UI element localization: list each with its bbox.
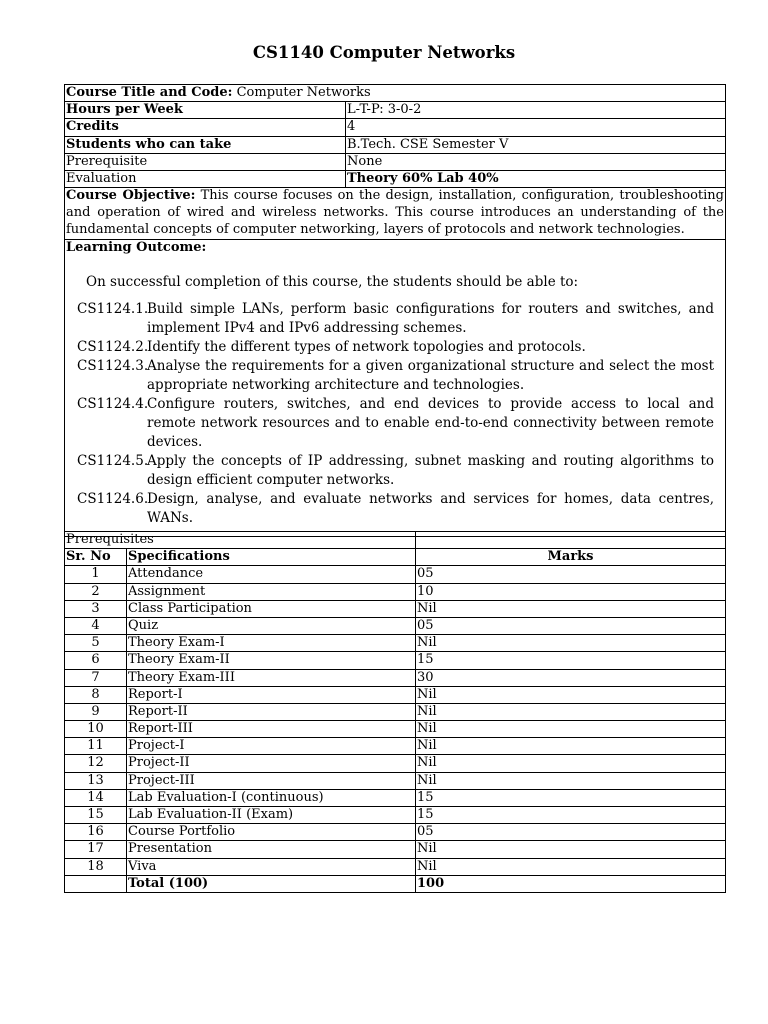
spec-cell: Quiz — [127, 617, 416, 634]
marks-cell: 05 — [416, 617, 726, 634]
spec-cell: Lab Evaluation-II (Exam) — [127, 807, 416, 824]
outcome-code: CS1124.6. — [77, 491, 149, 508]
sr-cell: 8 — [65, 686, 127, 703]
spec-cell: Project-III — [127, 772, 416, 789]
hours-value: L-T-P: 3-0-2 — [346, 102, 726, 119]
sr-cell: 11 — [65, 738, 127, 755]
spec-cell: Project-I — [127, 738, 416, 755]
outcome-text: Configure routers, switches, and end devices to provide access to local and remote network resources and to enable end-to-end connectivity between remote devices. — [147, 396, 714, 451]
table-row — [65, 669, 726, 686]
course-title-row — [65, 85, 726, 102]
marks-cell: 15 — [416, 789, 726, 806]
total-label: Total (100) — [127, 875, 416, 892]
spec-cell: Class Participation — [127, 600, 416, 617]
page-title: CS1140 Computer Networks — [252, 43, 516, 62]
marks-cell: Nil — [416, 635, 726, 652]
outcome-code: CS1124.4. — [77, 396, 149, 413]
objective-label: Course Objective: — [66, 188, 196, 204]
learning-outcome-row — [65, 240, 726, 537]
sr-cell: 12 — [65, 755, 127, 772]
evaluation-row — [65, 170, 726, 187]
outcome-code: CS1124.2. — [77, 339, 149, 356]
table-row — [65, 824, 726, 841]
credits-row — [65, 119, 726, 136]
spec-cell: Theory Exam-III — [127, 669, 416, 686]
spec-cell: Project-II — [127, 755, 416, 772]
table-row — [65, 686, 726, 703]
spec-cell: Report-II — [127, 703, 416, 720]
spec-cell: Theory Exam-I — [127, 635, 416, 652]
learning-outcome-label: Learning Outcome: — [66, 240, 207, 256]
table-row — [65, 841, 726, 858]
marks-cell: 05 — [416, 566, 726, 583]
outcome-code: CS1124.3. — [77, 358, 149, 375]
marks-cell: Nil — [416, 841, 726, 858]
marks-cell: Nil — [416, 858, 726, 875]
total-value: 100 — [416, 875, 726, 892]
total-sr-empty — [65, 875, 127, 892]
sr-cell: 13 — [65, 772, 127, 789]
table-row — [65, 858, 726, 875]
outcome-item — [77, 452, 714, 490]
table-row — [65, 583, 726, 600]
students-value: B.Tech. CSE Semester V — [346, 136, 726, 153]
course-title-cell — [65, 85, 726, 102]
sr-cell: 17 — [65, 841, 127, 858]
marks-cell: 15 — [416, 652, 726, 669]
course-title-label: Course Title and Code: — [66, 85, 233, 100]
credits-value: 4 — [346, 119, 726, 136]
marks-body — [65, 566, 726, 875]
table-row — [65, 772, 726, 789]
sr-cell: 3 — [65, 600, 127, 617]
spec-cell: Report-I — [127, 686, 416, 703]
prerequisite-value: None — [346, 153, 726, 170]
sr-cell: 18 — [65, 858, 127, 875]
outcome-item — [77, 357, 714, 395]
sr-cell: 10 — [65, 721, 127, 738]
spec-cell: Presentation — [127, 841, 416, 858]
outcome-text: Analyse the requirements for a given organizational structure and select the most appropriate networking architecture and technologies. — [147, 358, 714, 394]
table-row — [65, 721, 726, 738]
spec-cell: Theory Exam-II — [127, 652, 416, 669]
marks-header-row — [65, 549, 726, 566]
outcome-item — [77, 395, 714, 452]
table-row — [65, 738, 726, 755]
evaluation-value: Theory 60% Lab 40% — [346, 170, 726, 187]
learning-outcome-intro: On successful completion of this course, the students should be able to: — [86, 274, 579, 291]
sr-cell: 15 — [65, 807, 127, 824]
spec-cell: Lab Evaluation-I (continuous) — [127, 789, 416, 806]
marks-cell: 30 — [416, 669, 726, 686]
objective-text: This course focuses on the design, installation, configuration, troubleshooting and operation of wired and wireless networks. This course introduces an understanding of the fundamental concepts of computer networking, layers of protocols and network technologies. — [66, 188, 724, 237]
table-row — [65, 807, 726, 824]
marks-cell: Nil — [416, 755, 726, 772]
outcome-text: Apply the concepts of IP addressing, subnet masking and routing algorithms to design efficient computer networks. — [147, 453, 714, 489]
course-info-table — [64, 84, 726, 537]
students-label: Students who can take — [65, 136, 346, 153]
outcome-code: CS1124.5. — [77, 453, 149, 470]
marks-cell: Nil — [416, 600, 726, 617]
marks-caption: Prerequisites — [65, 532, 416, 549]
marks-cell: Nil — [416, 738, 726, 755]
students-row — [65, 136, 726, 153]
sr-cell: 7 — [65, 669, 127, 686]
sr-cell: 1 — [65, 566, 127, 583]
prerequisite-label: Prerequisite — [65, 153, 346, 170]
table-row — [65, 789, 726, 806]
outcome-item — [77, 300, 714, 338]
table-row — [65, 566, 726, 583]
outcome-text: Build simple LANs, perform basic configurations for routers and switches, and implement IPv4 and IPv6 addressing schemes. — [147, 301, 714, 337]
marks-caption-row — [65, 532, 726, 549]
sr-cell: 4 — [65, 617, 127, 634]
marks-table — [64, 531, 726, 893]
sr-cell: 9 — [65, 703, 127, 720]
sr-cell: 2 — [65, 583, 127, 600]
outcome-code: CS1124.1. — [77, 301, 149, 318]
sr-cell: 6 — [65, 652, 127, 669]
table-row — [65, 617, 726, 634]
spec-cell: Report-III — [127, 721, 416, 738]
table-row — [65, 703, 726, 720]
sr-cell: 16 — [65, 824, 127, 841]
course-title-value: Computer Networks — [236, 85, 371, 100]
marks-cell: 10 — [416, 583, 726, 600]
table-row — [65, 600, 726, 617]
marks-cell: Nil — [416, 686, 726, 703]
sr-cell: 14 — [65, 789, 127, 806]
table-row — [65, 755, 726, 772]
learning-outcome-cell — [65, 240, 726, 537]
header-sr-no: Sr. No — [65, 549, 127, 566]
marks-total-row — [65, 875, 726, 892]
outcome-item — [77, 490, 714, 528]
spec-cell: Viva — [127, 858, 416, 875]
table-row — [65, 635, 726, 652]
marks-cell: Nil — [416, 703, 726, 720]
marks-cell: 15 — [416, 807, 726, 824]
prerequisite-row — [65, 153, 726, 170]
header-marks: Marks — [416, 549, 726, 566]
credits-label: Credits — [65, 119, 346, 136]
header-specifications: Specifications — [127, 549, 416, 566]
marks-cell: Nil — [416, 772, 726, 789]
evaluation-label: Evaluation — [65, 170, 346, 187]
spec-cell: Course Portfolio — [127, 824, 416, 841]
marks-caption-empty — [416, 532, 726, 549]
sr-cell: 5 — [65, 635, 127, 652]
marks-cell: Nil — [416, 721, 726, 738]
marks-cell: 05 — [416, 824, 726, 841]
spec-cell: Assignment — [127, 583, 416, 600]
spec-cell: Attendance — [127, 566, 416, 583]
hours-label: Hours per Week — [65, 102, 346, 119]
outcome-item — [77, 338, 714, 357]
outcome-text: Design, analyse, and evaluate networks and services for homes, data centres, WANs. — [147, 491, 714, 527]
hours-row — [65, 102, 726, 119]
table-row — [65, 652, 726, 669]
outcome-text: Identify the different types of network topologies and protocols. — [147, 339, 586, 356]
objective-row — [65, 188, 726, 240]
course-objective-cell — [65, 188, 726, 240]
